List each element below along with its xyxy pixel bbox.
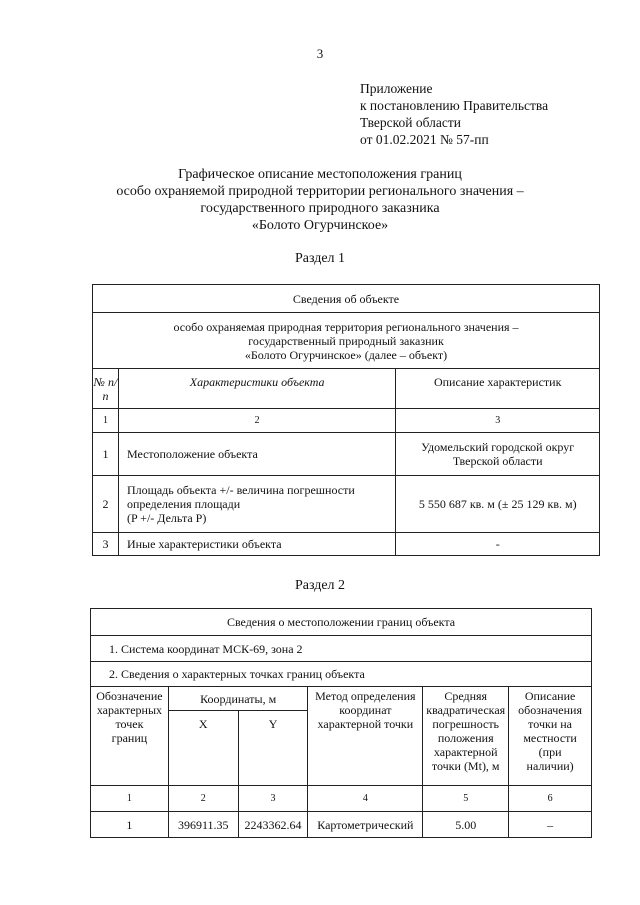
index-cell: 1	[91, 786, 169, 812]
object-name-cell	[93, 313, 600, 369]
header-line: положения	[437, 731, 494, 745]
index-cell: 3	[396, 409, 600, 433]
appendix-line: Тверской области	[360, 115, 461, 130]
row-number: 3	[93, 533, 119, 556]
table-row	[93, 433, 600, 476]
col-header-coordinates: Координаты, м	[168, 687, 308, 711]
col-header-method	[308, 687, 423, 786]
cell-line: (P +/- Дельта P)	[126, 511, 207, 525]
section1-heading: Раздел 1	[294, 251, 346, 266]
cell-line: 5 550 687 кв. м (± 25 129 кв. м)	[418, 497, 577, 511]
row-number: 1	[93, 433, 119, 476]
appendix-line: от 01.02.2021 № 57-пп	[360, 132, 489, 147]
col-header-characteristic: Характеристики объекта	[118, 369, 395, 409]
col-header-x: X	[168, 711, 238, 786]
header-line: Средняя	[444, 689, 488, 703]
row-number: 2	[93, 476, 119, 533]
points-section-title: 2. Сведения о характерных точках границ объекта	[91, 662, 592, 687]
table-row	[91, 812, 592, 838]
header-line: точки (Mt), м	[431, 759, 500, 773]
row-description	[396, 476, 600, 533]
row-description	[396, 433, 600, 476]
cell-line: Местоположение объекта	[126, 447, 258, 461]
location-description: –	[509, 812, 592, 838]
boundary-points-table	[90, 608, 592, 838]
header-line: координат	[339, 703, 392, 717]
header-line: местности	[523, 731, 577, 745]
section2-heading: Раздел 2	[294, 578, 346, 593]
appendix-line: к постановлению Правительства	[360, 98, 549, 113]
row-description	[396, 533, 600, 556]
coordinate-system: 1. Система координат МСК-69, зона 2	[91, 636, 592, 662]
method: Картометрический	[308, 812, 423, 838]
header-line: Описание	[524, 689, 576, 703]
object-name-line: особо охраняемая природная территория регионального значения –	[173, 319, 519, 334]
col-header-point	[91, 687, 169, 786]
header-line: границ	[111, 731, 148, 745]
object-name-line: государственный природный заказник	[248, 333, 444, 348]
title-line: государственного природного заказника	[200, 201, 440, 216]
table-title: Сведения об объекте	[93, 285, 600, 313]
object-name-line: «Болото Огурчинское» (далее – объект)	[244, 347, 448, 362]
header-line: точки на	[528, 717, 572, 731]
header-line: точек	[115, 717, 144, 731]
header-line: Метод определения	[315, 689, 416, 703]
document-title	[90, 166, 550, 234]
cell-line: Иные характеристики объекта	[126, 537, 282, 551]
header-line: наличии)	[526, 759, 574, 773]
row-characteristic	[118, 533, 395, 556]
header-line: характерных	[96, 703, 163, 717]
col-header-y: Y	[238, 711, 308, 786]
cell-line: Удомельский городской округ	[421, 440, 575, 454]
coord-y: 2243362.64	[238, 812, 308, 838]
title-line: Графическое описание местоположения границ	[178, 167, 462, 182]
header-line: погрешность	[432, 717, 500, 731]
index-cell: 5	[423, 786, 509, 812]
cell-line: определения площади	[126, 497, 241, 511]
row-characteristic	[118, 476, 395, 533]
header-line: Обозначение	[96, 689, 163, 703]
index-cell: 6	[509, 786, 592, 812]
header-line: обозначения	[518, 703, 582, 717]
index-cell: 3	[238, 786, 308, 812]
table-row	[93, 476, 600, 533]
index-cell: 1	[93, 409, 119, 433]
header-line: (при	[538, 745, 562, 759]
col-header-error	[423, 687, 509, 786]
point-id: 1	[91, 812, 169, 838]
error-mt: 5.00	[423, 812, 509, 838]
table-title: Сведения о местоположении границ объекта	[91, 609, 592, 636]
index-cell: 4	[308, 786, 423, 812]
index-cell: 2	[168, 786, 238, 812]
cell-line: Тверской области	[452, 454, 543, 468]
appendix-block	[360, 80, 548, 148]
object-info-table	[92, 284, 600, 556]
table-row	[93, 533, 600, 556]
col-header-location-description	[509, 687, 592, 786]
col-header-description: Описание характеристик	[396, 369, 600, 409]
title-line: «Болото Огурчинское»	[251, 218, 389, 233]
index-cell: 2	[118, 409, 395, 433]
col-header-num: № п/п	[93, 369, 119, 409]
header-line: квадратическая	[426, 703, 506, 717]
title-line: особо охраняемой природной территории регионального значения –	[116, 184, 524, 199]
header-line: характерной	[433, 745, 498, 759]
appendix-line: Приложение	[360, 81, 433, 96]
coord-x: 396911.35	[168, 812, 238, 838]
cell-line: Площадь объекта +/- величина погрешности	[126, 483, 355, 497]
cell-line: -	[495, 537, 500, 551]
page-number: 3	[316, 46, 324, 61]
row-characteristic	[118, 433, 395, 476]
header-line: характерной точки	[317, 717, 414, 731]
